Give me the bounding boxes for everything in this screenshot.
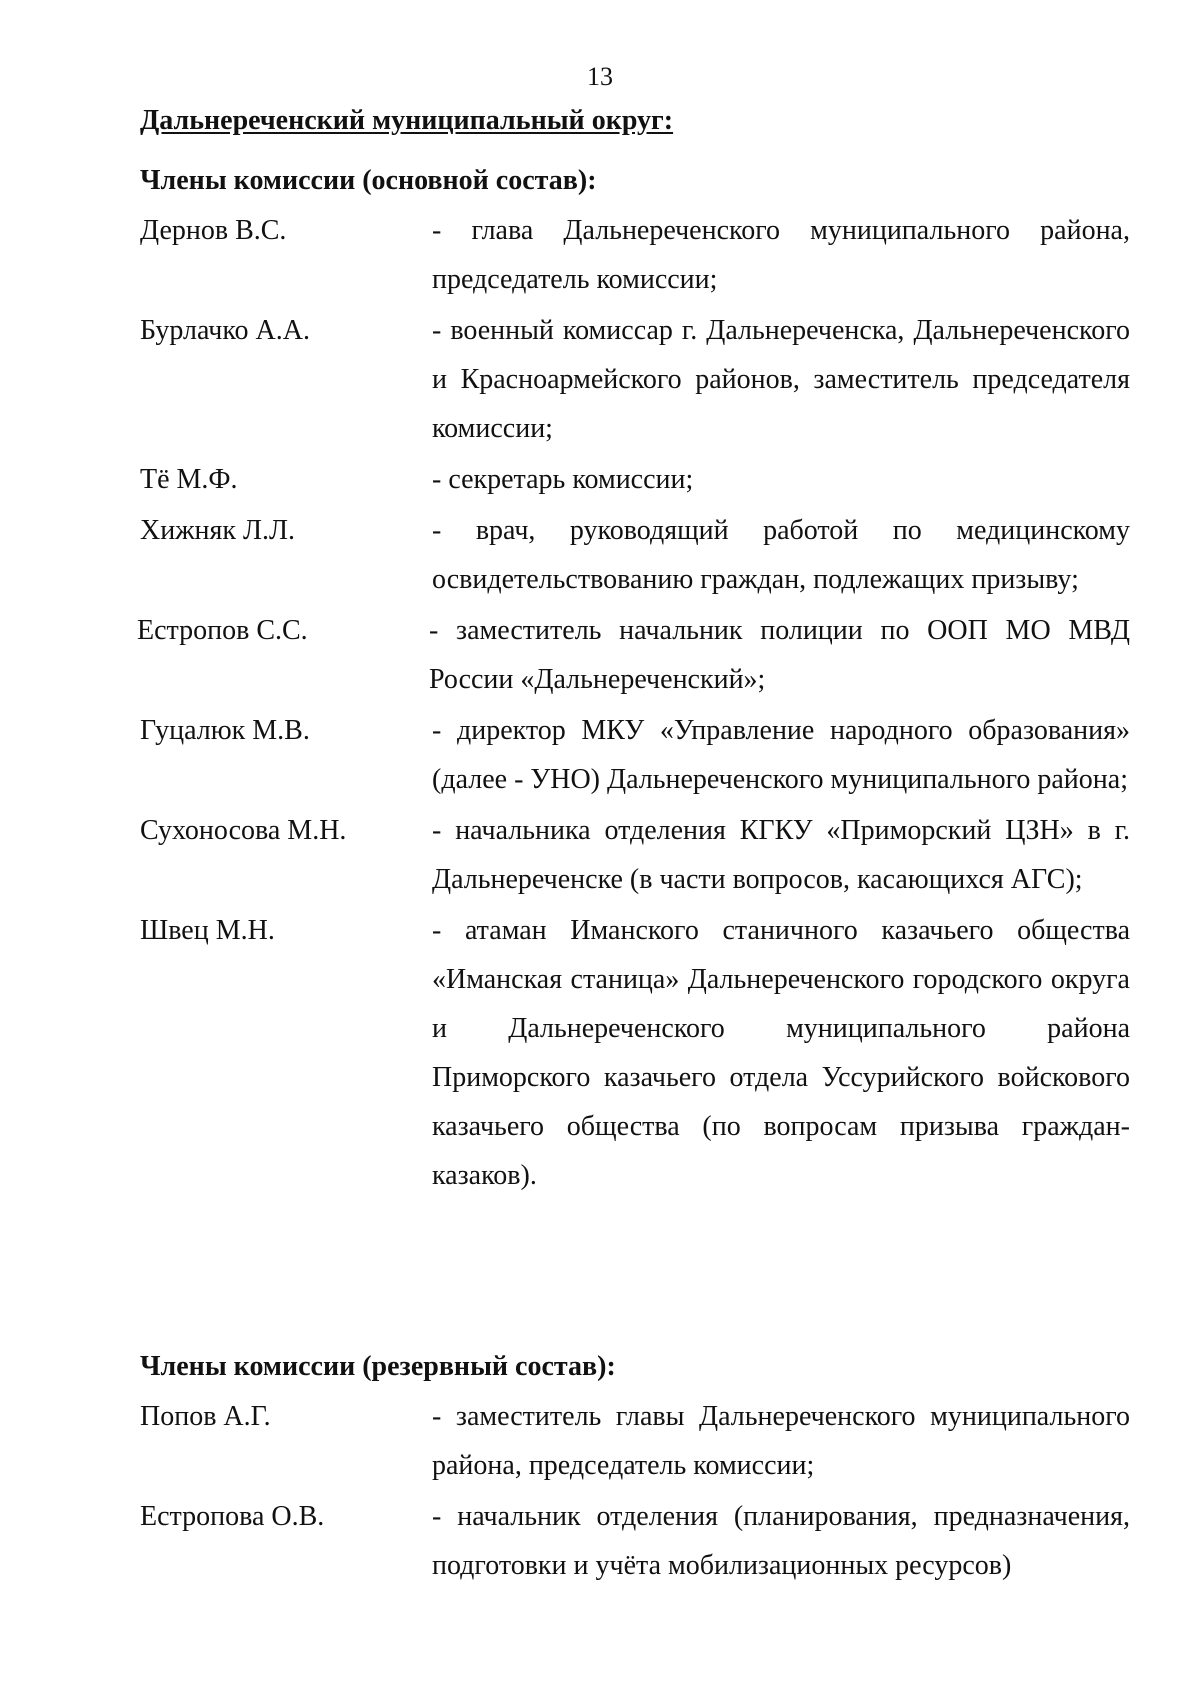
member-role: - заместитель начальник полиции по ООП МО МВД России «Дальнереченский»; [429, 615, 1130, 695]
member-role: - глава Дальнереченского муниципального района, председатель комиссии; [432, 215, 1130, 295]
member-row [140, 306, 1130, 455]
member-role: - военный комиссар г. Дальнереченска, Дальнереченского и Красноармейского районов, заместитель председателя комиссии; [432, 315, 1130, 444]
member-name: Гуцалюк М.В. [140, 715, 310, 746]
member-row [140, 706, 1130, 806]
page-number: 13 [587, 62, 613, 91]
member-row [137, 606, 1130, 706]
member-name: Естропова О.В. [140, 1501, 325, 1532]
member-name: Естропов С.С. [137, 615, 308, 646]
section-title: Дальнереченский муниципальный округ: [140, 105, 674, 136]
member-name: Швец М.Н. [140, 915, 275, 946]
member-name: Хижняк Л.Л. [140, 515, 295, 546]
member-name: Бурлачко А.А. [140, 315, 310, 346]
member-name: Дернов В.С. [140, 215, 287, 246]
reserve-composition [140, 1350, 1130, 1592]
reserve-composition-heading: Члены комиссии (резервный состав): [140, 1351, 616, 1382]
member-row [140, 1492, 1130, 1592]
member-row [140, 1392, 1130, 1492]
member-role: - директор МКУ «Управление народного образования» (далее - УНО) Дальнереченского муниципального района; [432, 715, 1130, 795]
member-role: - начальника отделения КГКУ «Приморский ЦЗН» в г. Дальнереченске (в части вопросов, касающихся АГС); [432, 815, 1130, 895]
member-role: - секретарь комиссии; [432, 464, 694, 495]
member-role: - заместитель главы Дальнереченского муниципального района, председатель комиссии; [432, 1401, 1130, 1481]
member-role: - врач, руководящий работой по медицинскому освидетельствованию граждан, подлежащих призыву; [432, 515, 1130, 595]
member-name: Попов А.Г. [140, 1401, 271, 1432]
member-name: Сухоносова М.Н. [140, 815, 347, 846]
member-row [140, 206, 1130, 306]
member-name: Тё М.Ф. [140, 464, 238, 495]
main-composition-heading: Члены комиссии (основной состав): [140, 165, 597, 196]
member-role: - атаман Иманского станичного казачьего общества «Иманская станица» Дальнереченского городского округа и Дальнереченского муниципального района Приморского казачьего отдела Уссурийского войскового казачьего общества (по вопросам призыва граждан-казаков). [432, 915, 1130, 1191]
main-composition [137, 164, 1130, 1202]
member-row [140, 806, 1130, 906]
member-row [140, 506, 1130, 606]
member-role: - начальник отделения (планирования, предназначения, подготовки и учёта мобилизационных ресурсов) [432, 1501, 1130, 1581]
member-row [140, 455, 1130, 506]
member-row [140, 906, 1130, 1202]
